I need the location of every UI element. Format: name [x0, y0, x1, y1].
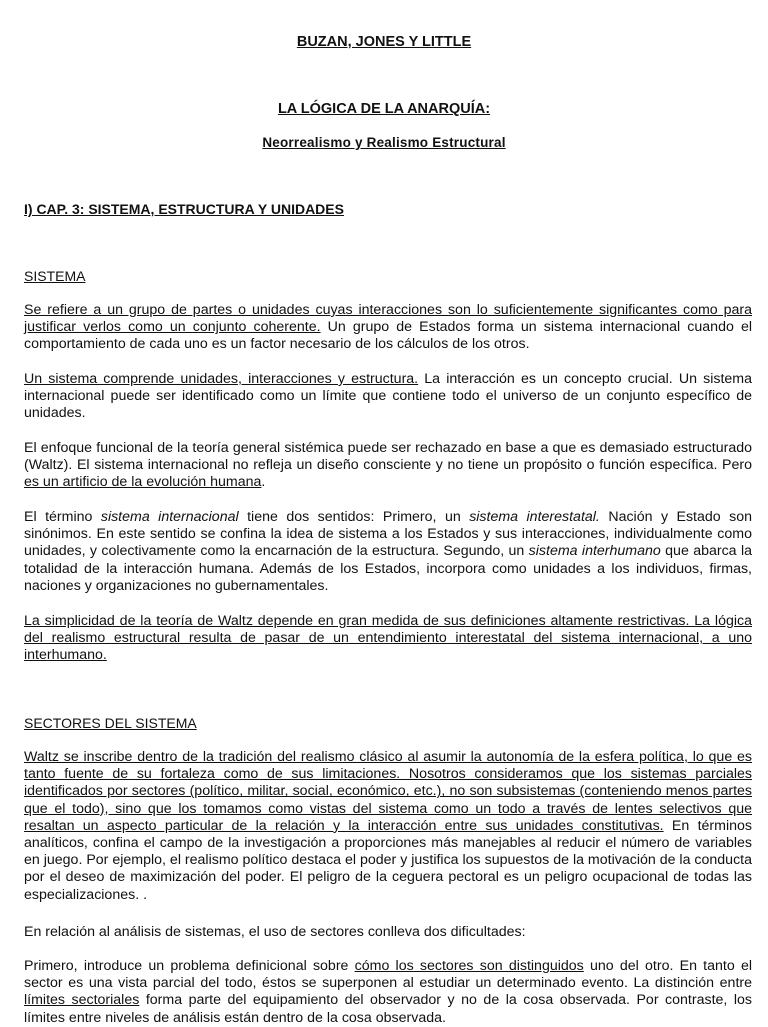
- paragraph-waltz-autonomia: Waltz se inscribe dentro de la tradición del realismo clásico al asumir la autonomía de la esfera política, lo que es tanto fuente de su fortaleza como de sus limitaciones. Nosotros consideramos que los sistemas parciales identificados por sectores (político, militar, social, económico, etc.), no son subsistemas (conteniendo menos partes que el todo), sino que los tomamos como vistas del sistema como un todo a través de lentes selectivos que resaltan un aspecto particular de la relación y la interacción entre sus unidades constitutivas. En términos analíticos, confina el campo de la investigación a proporciones más manejables al reducir el número de variables en juego. Por ejemplo, el realismo político destaca el poder y justifica los supuestos de la motivación de la conducta por el deseo de maximización del poder. El peligro de la ceguera pectoral es un peligro ocupacional de todas las especializaciones. .: [24, 749, 753, 903]
- paragraph-simplicidad-waltz: La simplicidad de la teoría de Waltz depende en gran medida de sus definiciones altamente restrictivas. La lógica del realismo estructural resulta de pasar de un entendimiento interestatal del sistema internacional, a uno interhumano.: [24, 613, 752, 664]
- paragraph-enfoque-funcional: El enfoque funcional de la teoría general sistémica puede ser rechazado en base a que es demasiado estructurado (Waltz). El sistema internacional no refleja un diseño consciente y no tiene un propósito o función específica. Pero es un artificio de la evolución humana.: [24, 440, 752, 491]
- authors-heading: BUZAN, JONES Y LITTLE: [296, 34, 472, 50]
- paragraph-sistema-internacional: El término sistema internacional tiene dos sentidos: Primero, un sistema interestatal. Nación y Estado son sinónimos. En este sentido se confina la idea de sistema a los Estados y sus interacciones, individualmente como unidades, y colectivamente como la encarnación de la estructura. Segundo, un sistema interhumano que abarca la totalidad de la interacción humana. Además de los Estados, incorpora como unidades a los individuos, firmas, naciones y organizaciones no gubernamentales.: [24, 509, 752, 594]
- document-subtitle: Neorrealismo y Realismo Estructural: [262, 135, 506, 150]
- section-heading-sistema: SISTEMA: [24, 268, 86, 284]
- section-heading-sectores: SECTORES DEL SISTEMA: [24, 715, 197, 731]
- chapter-heading: I) CAP. 3: SISTEMA, ESTRUCTURA Y UNIDADES: [24, 201, 344, 217]
- paragraph-sistema-components: Un sistema comprende unidades, interacciones y estructura. La interacción es un concepto crucial. Un sistema internacional puede ser identificado como un límite que contiene todo el universo de un conjunto específico de unidades.: [24, 371, 752, 422]
- paragraph-sistema-definition: Se refiere a un grupo de partes o unidades cuyas interacciones son lo suficientemente significantes como para justificar verlos como un conjunto coherente. Un grupo de Estados forma un sistema internacional cuando el comportamiento de cada uno es un factor necesario de los cálculos de los otros.: [24, 302, 752, 353]
- paragraph-problema-definicional: Primero, introduce un problema definicional sobre cómo los sectores son distinguidos uno del otro. En tanto el sector es una vista parcial del todo, éstos se superponen al estudiar un determinado evento. La distinción entre límites sectoriales forma parte del equipamiento del observador y no de la cosa observada. Por contraste, los límites entre niveles de análisis están dentro de la cosa observada.: [24, 958, 753, 1026]
- paragraph-dificultades: En relación al análisis de sistemas, el uso de sectores conlleva dos dificultades:: [24, 924, 526, 940]
- document-title: LA LÓGICA DE LA ANARQUÍA:: [277, 101, 491, 117]
